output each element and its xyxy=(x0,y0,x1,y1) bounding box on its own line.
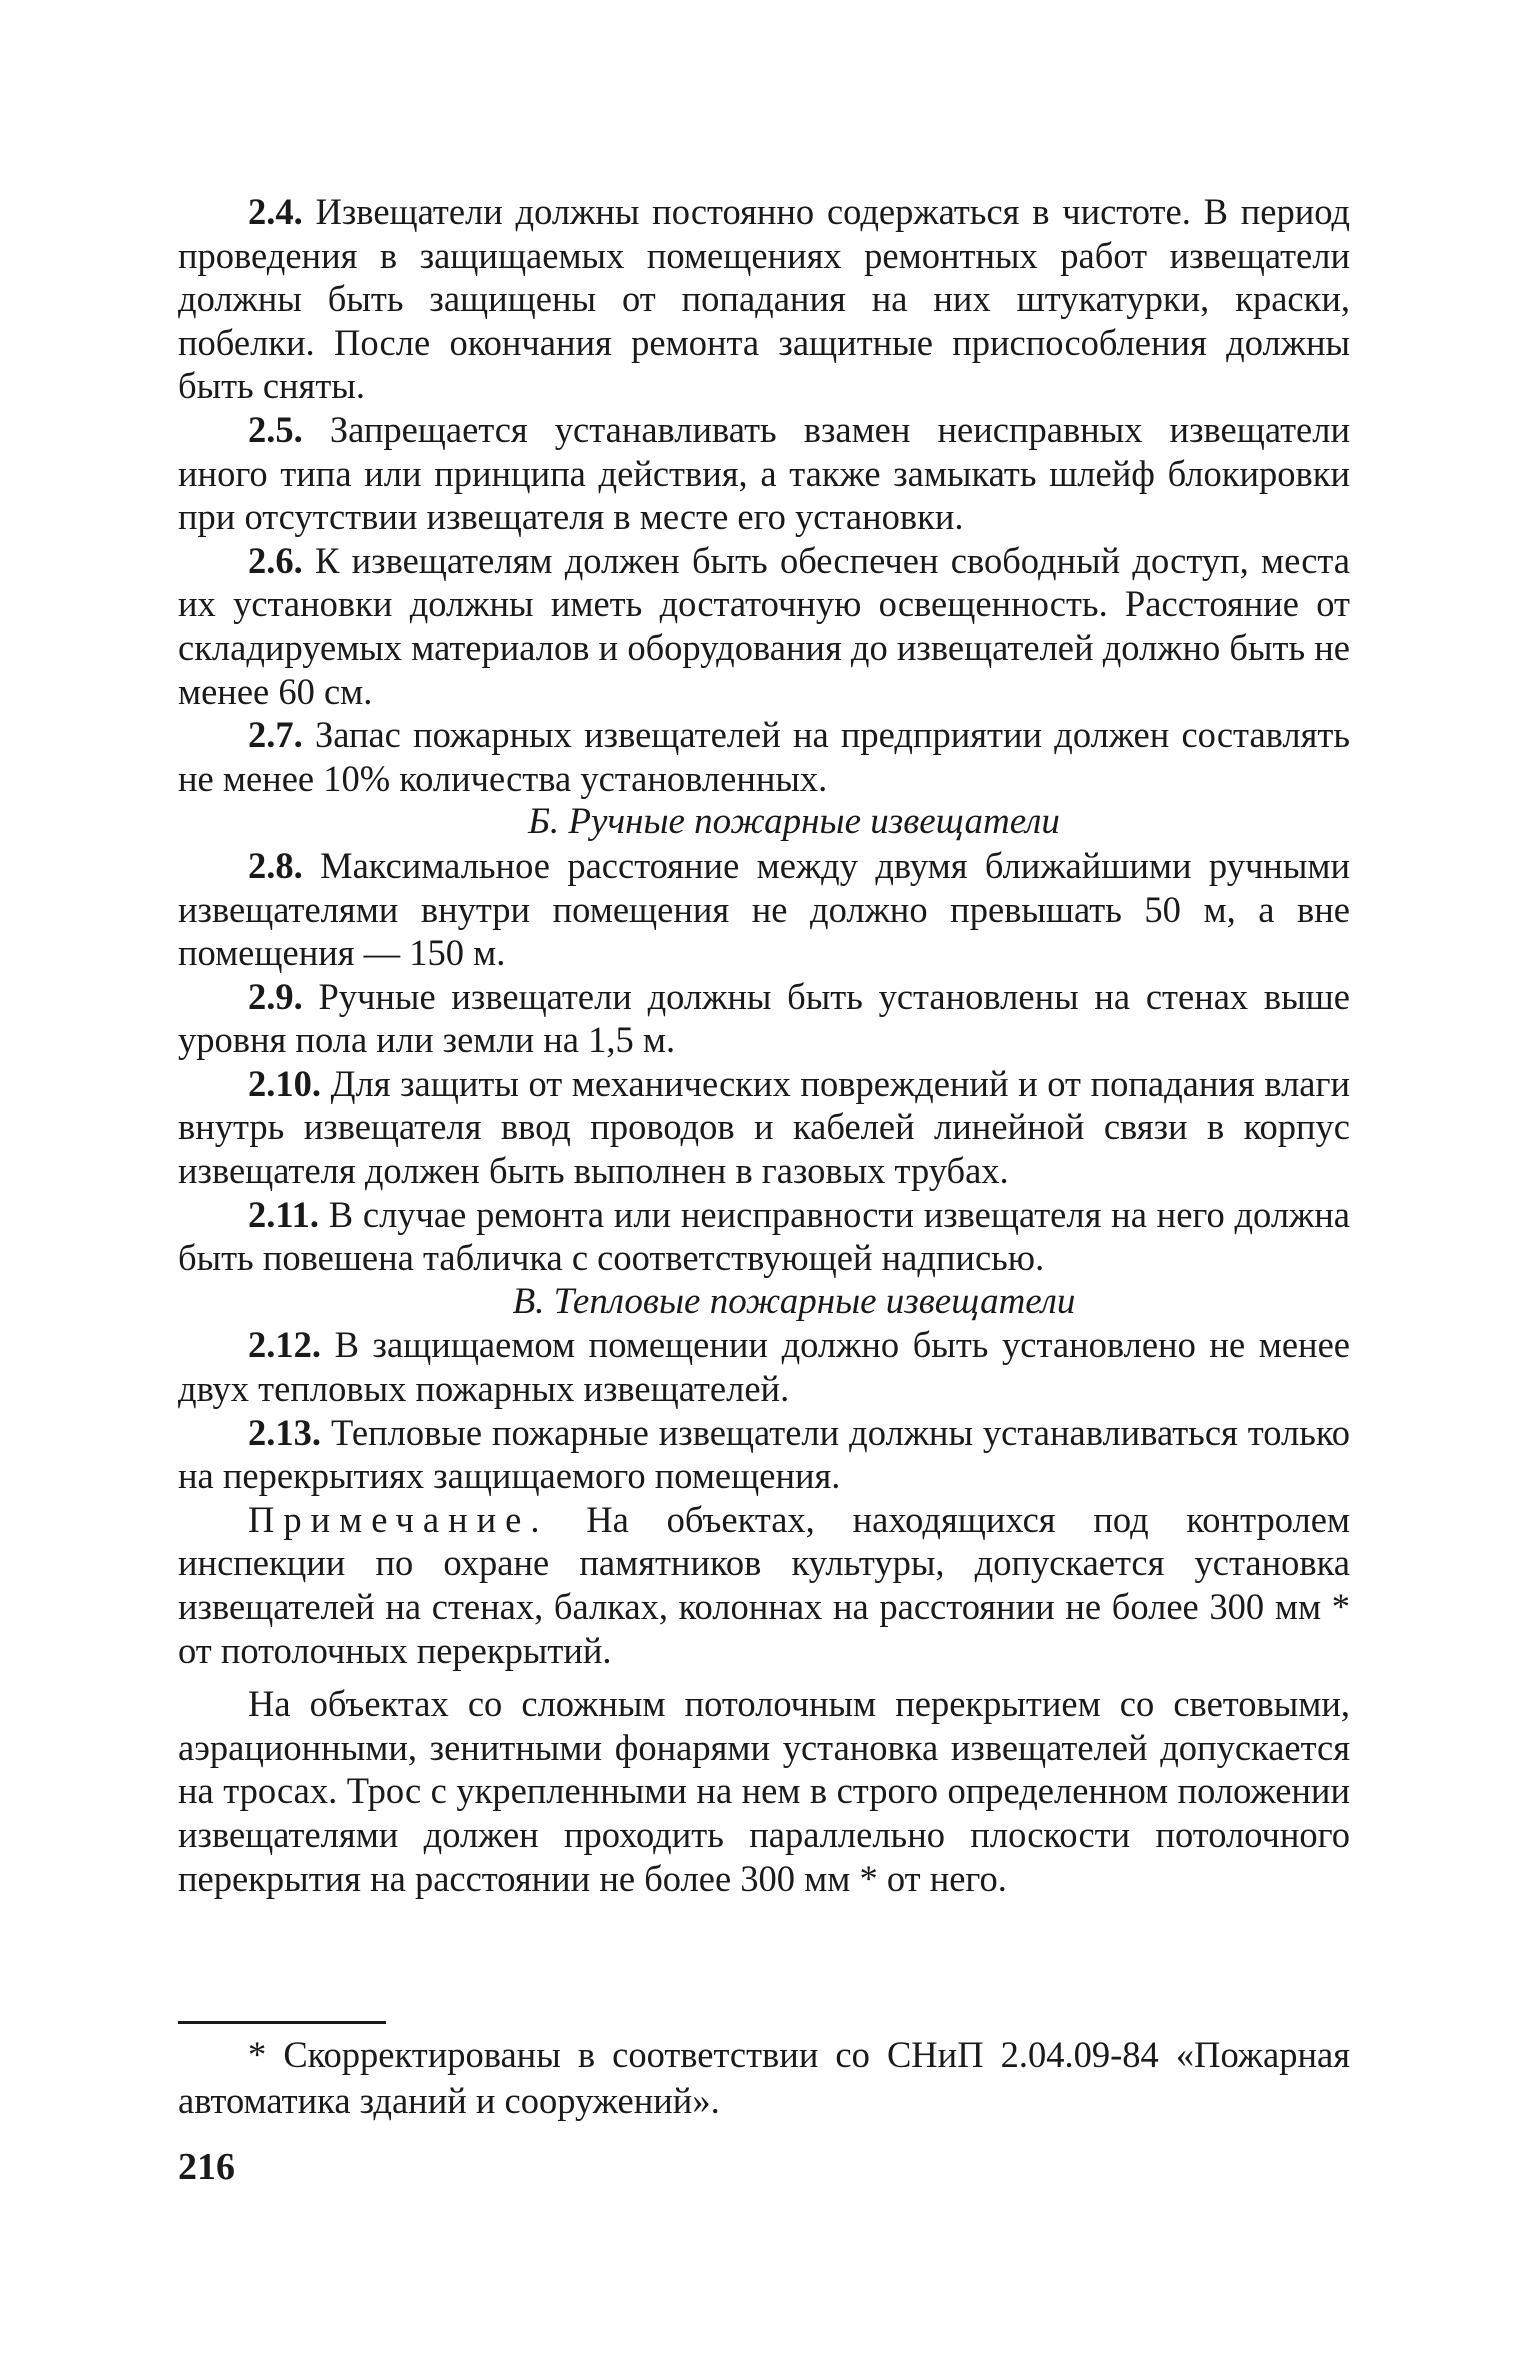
clause-number: 2.5. xyxy=(248,408,303,450)
clause-text: В случае ремонта или неисправности извещателя на него должна быть повешена табличка с соответствующей надписью. xyxy=(178,1193,1350,1279)
footnote: * Скорректированы в соответствии со СНиП 2.04.09-84 «Пожарная автоматика зданий и сооружений». xyxy=(178,2034,1350,2121)
paragraph-2-10 xyxy=(178,1062,1350,1193)
clause-number: 2.7. xyxy=(248,714,303,756)
note-label: Примечание. xyxy=(248,1498,549,1540)
section-heading-manual-detectors: Б. Ручные пожарные извещатели xyxy=(528,801,1060,843)
clause-text: В защищаемом помещении должно быть установлено не менее двух тепловых пожарных извещателей. xyxy=(178,1324,1350,1410)
paragraph-2-5 xyxy=(178,408,1350,539)
clause-text: Запас пожарных извещателей на предприятии должен составлять не менее 10% количества установленных. xyxy=(178,714,1350,799)
clause-text: Запрещается устанавливать взамен неисправных извещатели иного типа или принципа действия, а также замыкать шлейф блокировки при отсутствии извещателя в месте его установки. xyxy=(178,408,1350,538)
clause-text: Извещатели должны постоянно содержаться в чистоте. В период проведения в защищаемых помещениях ремонтных работ извещатели должны быть защищены от попадания на них штукатурки, краски, побелки. После окончания ремонта защитные приспособления должны быть сняты. xyxy=(178,191,1350,407)
clause-text: Максимальное расстояние между двумя ближайшими ручными извещателями внутри помещения не должно превышать 50 м, а вне помещения — 150 м. xyxy=(178,844,1350,974)
note-paragraph xyxy=(178,1498,1350,1672)
clause-number: 2.4. xyxy=(248,191,303,232)
paragraph-2-12 xyxy=(178,1323,1350,1410)
paragraph-2-7 xyxy=(178,713,1350,800)
clause-text: К извещателям должен быть обеспечен свободный доступ, места их установки должны иметь достаточную освещенность. Расстояние от складируемых материалов и оборудования до извещателей должно быть не менее 60 см. xyxy=(178,539,1350,712)
clause-number: 2.12. xyxy=(248,1324,321,1366)
paragraph-2-6 xyxy=(178,539,1350,713)
clause-text: Тепловые пожарные извещатели должны устанавливаться только на перекрытиях защищаемого помещения. xyxy=(178,1411,1350,1497)
section-heading-heat-detectors: В. Тепловые пожарные извещатели xyxy=(512,1280,1076,1322)
page-body xyxy=(178,190,1350,1900)
clause-number: 2.11. xyxy=(248,1193,319,1235)
clause-number: 2.6. xyxy=(248,539,303,581)
paragraph-2-8 xyxy=(178,844,1350,975)
clause-number: 2.10. xyxy=(248,1062,321,1104)
clause-number: 2.9. xyxy=(248,975,303,1017)
paragraph-2-4 xyxy=(178,190,1350,408)
clause-number: 2.8. xyxy=(248,844,303,886)
note-text: На объектах, находящихся под контролем инспекции по охране памятников культуры, допускается установка извещателей на стенах, балках, колоннах на расстоянии не более 300 мм * от потолочных перекрытий. xyxy=(178,1498,1350,1671)
footnote-divider xyxy=(178,2021,386,2024)
clause-number: 2.13. xyxy=(248,1411,321,1453)
clause-text: Ручные извещатели должны быть установлены на стенах выше уровня пола или земли на 1,5 м. xyxy=(178,975,1350,1061)
note-continuation-paragraph: На объектах со сложным потолочным перекрытием со световыми, аэрационными, зенитными фонарями установка извещателей допускается на тросах. Трос с укрепленными на нем в строго определенном положении извещателями должен проходить параллельно плоскости потолочного перекрытия на расстоянии не более 300 мм * от него. xyxy=(178,1683,1350,1899)
paragraph-2-9 xyxy=(178,975,1350,1062)
clause-text: Для защиты от механических повреждений и от попадания влаги внутрь извещателя ввод проводов и кабелей линейной связи в корпус извещателя должен быть выполнен в газовых трубах. xyxy=(178,1062,1350,1192)
paragraph-2-11 xyxy=(178,1193,1350,1280)
paragraph-2-13 xyxy=(178,1411,1350,1498)
page-number: 216 xyxy=(178,2146,235,2188)
